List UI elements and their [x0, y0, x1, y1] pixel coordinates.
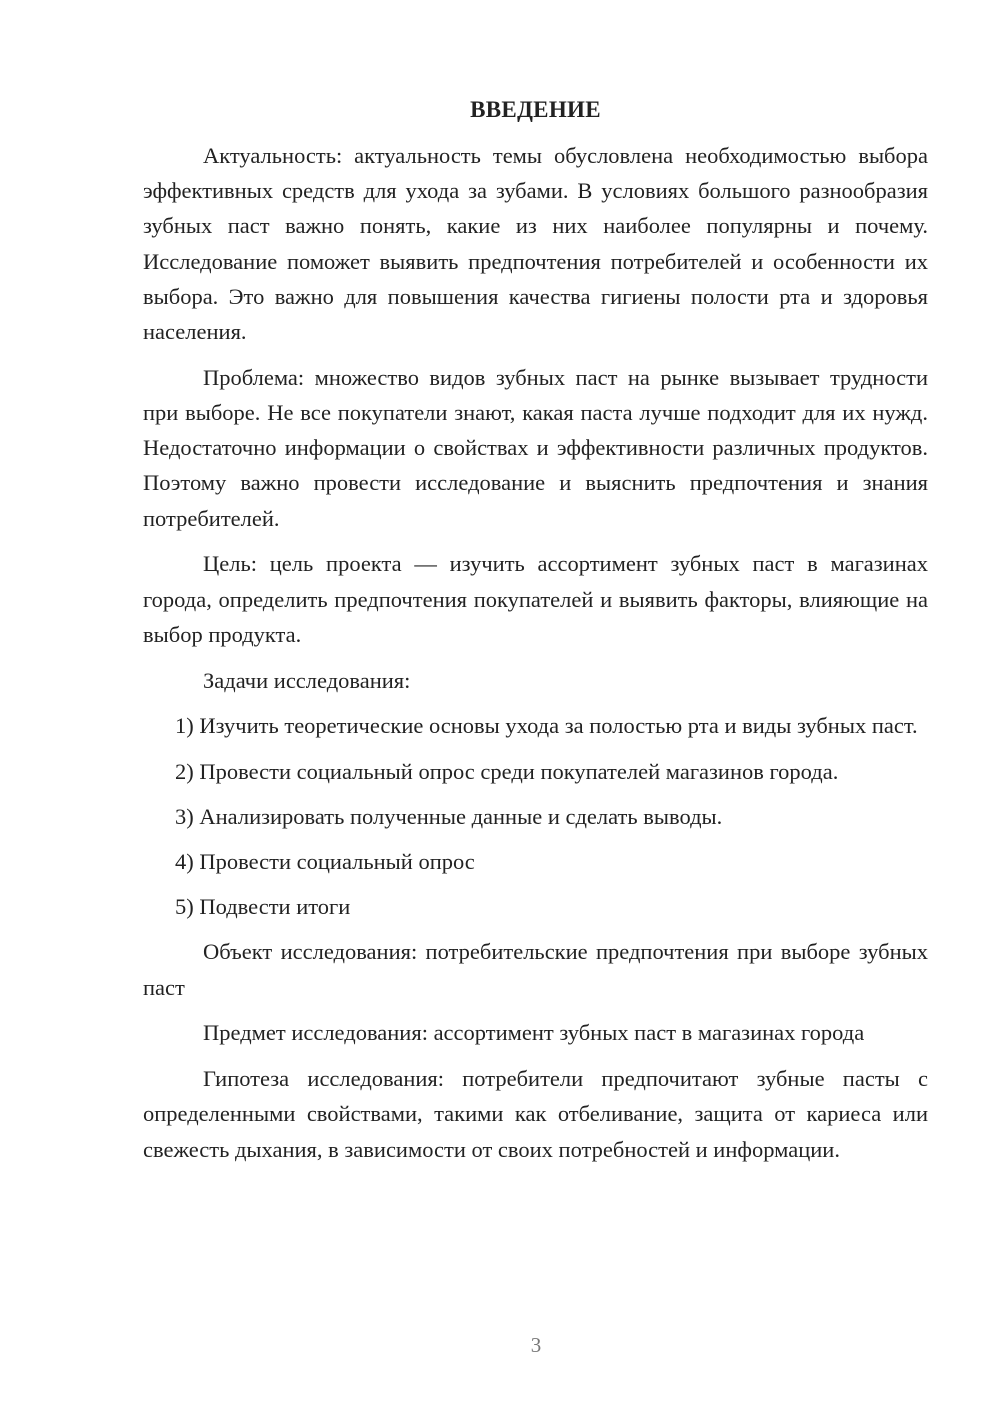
- list-item: 5) Подвести итоги: [175, 894, 351, 920]
- paragraph-relevance: Актуальность: актуальность темы обусловлена необходимостью выбора эффективных средств для ухода за зубами. В условиях большого разнообразия зубных паст важно понять, какие из них наиболее популярны и почему. Исследование поможет выявить предпочтения потребителей и особенности их выбора. Это важно для повышения качества гигиены полости рта и здоровья населения.: [143, 143, 928, 345]
- page-content: [143, 92, 928, 1177]
- tasks-list: [143, 708, 928, 924]
- list-item: 1) Изучить теоретические основы ухода за полостью рта и виды зубных паст.: [175, 713, 918, 739]
- list-item: 3) Анализировать полученные данные и сделать выводы.: [175, 803, 723, 829]
- paragraph-object: Объект исследования: потребительские предпочтения при выборе зубных паст: [143, 939, 928, 1000]
- list-item: 4) Провести социальный опрос: [175, 849, 475, 875]
- tasks-heading: Задачи исследования:: [203, 667, 411, 693]
- paragraph-hypothesis: Гипотеза исследования: потребители предпочитают зубные пасты с определенными свойствами, такими как отбеливание, защита от кариеса или свежесть дыхания, в зависимости от своих потребностей и информации.: [143, 1066, 928, 1162]
- paragraph-problem: Проблема: множество видов зубных паст на рынке вызывает трудности при выборе. Не все покупатели знают, какая паста лучше подходит для их нужд. Недостаточно информации о свойствах и эффективности различных продуктов. Поэтому важно провести исследование и выяснить предпочтения и знания потребителей.: [143, 364, 928, 531]
- paragraph-goal: Цель: цель проекта — изучить ассортимент зубных паст в магазинах города, определить предпочтения покупателей и выявить факторы, влияющие на выбор продукта.: [143, 551, 928, 647]
- page-number: 3: [530, 1333, 542, 1357]
- paragraph-subject: Предмет исследования: ассортимент зубных паст в магазинах города: [203, 1020, 865, 1046]
- list-item: 2) Провести социальный опрос среди покупателей магазинов города.: [175, 758, 839, 784]
- page-title: ВВЕДЕНИЕ: [470, 97, 601, 122]
